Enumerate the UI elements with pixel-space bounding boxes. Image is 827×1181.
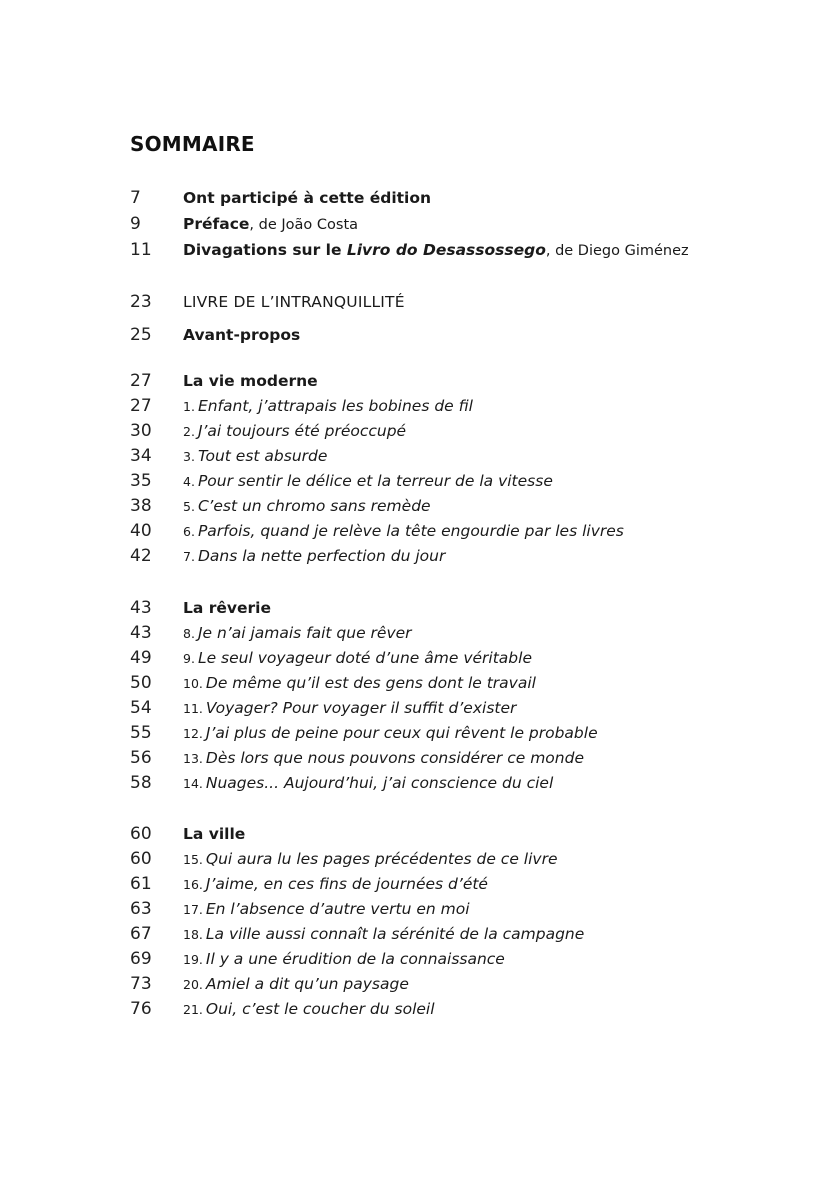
- page-number: 11: [130, 240, 152, 260]
- entry-number: 12.: [183, 726, 203, 741]
- section-title: La vie moderne: [183, 372, 318, 390]
- page-number: 27: [130, 371, 152, 391]
- entry-number: 11.: [183, 701, 203, 716]
- entry-title: Divagations sur le: [183, 241, 347, 259]
- page-number: 54: [130, 698, 152, 718]
- page-number: 69: [130, 949, 152, 969]
- entry-title: Tout est absurde: [197, 447, 328, 465]
- entry-number: 14.: [183, 776, 203, 791]
- page-number: 58: [130, 773, 152, 793]
- entry-number: 13.: [183, 751, 203, 766]
- entry-number: 10.: [183, 676, 203, 691]
- entry-number: 21.: [183, 1002, 203, 1017]
- page-number: 42: [130, 546, 152, 566]
- page-number: 25: [130, 325, 152, 345]
- entry-title: J’ai plus de peine pour ceux qui rêvent le probable: [205, 724, 598, 742]
- page-title: SOMMAIRE: [130, 132, 255, 156]
- entry-title: Dès lors que nous pouvons considérer ce monde: [205, 749, 584, 767]
- page-number: 63: [130, 899, 152, 919]
- page-number: 60: [130, 824, 152, 844]
- entry-title: J’ai toujours été préoccupé: [197, 422, 407, 440]
- page-number: 67: [130, 924, 152, 944]
- entry-title: Qui aura lu les pages précédentes de ce livre: [205, 850, 558, 868]
- page-number: 49: [130, 648, 152, 668]
- entry-title: Il y a une érudition de la connaissance: [205, 950, 505, 968]
- entry-number: 16.: [183, 877, 203, 892]
- entry-number: 15.: [183, 852, 203, 867]
- entry-title: Voyager? Pour voyager il suffit d’exister: [205, 699, 517, 717]
- entry-title: Pour sentir le délice et la terreur de la vitesse: [197, 472, 553, 490]
- page-number: 60: [130, 849, 152, 869]
- entry-title: Enfant, j’attrapais les bobines de fil: [197, 397, 473, 415]
- page-number: 50: [130, 673, 152, 693]
- section-title: La ville: [183, 825, 246, 843]
- entry-title: De même qu’il est des gens dont le travail: [205, 674, 536, 692]
- section-title: La rêverie: [183, 599, 271, 617]
- entry-title: Le seul voyageur doté d’une âme véritable: [197, 649, 532, 667]
- entry-number: 1.: [183, 399, 195, 414]
- page-number: 9: [130, 214, 141, 234]
- page-number: 38: [130, 496, 152, 516]
- entry-title: Oui, c’est le coucher du soleil: [205, 1000, 435, 1018]
- entry-title: Nuages... Aujourd’hui, j’ai conscience du ciel: [205, 774, 554, 792]
- page-number: 7: [130, 188, 141, 208]
- entry-title: Avant-propos: [183, 326, 301, 344]
- page-number: 55: [130, 723, 152, 743]
- entry-author: , de Diego Giménez: [545, 243, 689, 259]
- entry-title: Parfois, quand je relève la tête engourdie par les livres: [197, 522, 624, 540]
- entry-number: 4.: [183, 474, 195, 489]
- page-number: 35: [130, 471, 152, 491]
- entry-title: Ont participé à cette édition: [183, 189, 432, 207]
- entry-number: 2.: [183, 424, 195, 439]
- entry-number: 5.: [183, 499, 195, 514]
- page-number: 56: [130, 748, 152, 768]
- page-number: 23: [130, 292, 152, 312]
- page-number: 73: [130, 974, 152, 994]
- entry-title: Dans la nette perfection du jour: [197, 547, 446, 565]
- entry-title-italic: Livro do Desassossego: [346, 241, 546, 259]
- entry-number: 7.: [183, 549, 195, 564]
- page-number: 40: [130, 521, 152, 541]
- entry-number: 18.: [183, 927, 203, 942]
- entry-title: La ville aussi connaît la sérénité de la campagne: [205, 925, 585, 943]
- entry-author: , de João Costa: [249, 217, 359, 233]
- page-number: 43: [130, 623, 152, 643]
- page-number: 61: [130, 874, 152, 894]
- entry-number: 8.: [183, 626, 195, 641]
- entry-number: 3.: [183, 449, 195, 464]
- entry-number: 20.: [183, 977, 203, 992]
- entry-title: C’est un chromo sans remède: [197, 497, 431, 515]
- page-number: 43: [130, 598, 152, 618]
- entry-title: Amiel a dit qu’un paysage: [205, 975, 409, 993]
- entry-number: 19.: [183, 952, 203, 967]
- page-number: 27: [130, 396, 152, 416]
- page-number: 76: [130, 999, 152, 1019]
- entry-title: J’aime, en ces fins de journées d’été: [205, 875, 488, 893]
- entry-title: En l’absence d’autre vertu en moi: [205, 900, 470, 918]
- entry-title: Préface: [183, 215, 250, 233]
- book-title: LIVRE DE L’INTRANQUILLITÉ: [183, 293, 405, 311]
- page-number: 34: [130, 446, 152, 466]
- page-number: 30: [130, 421, 152, 441]
- entry-number: 6.: [183, 524, 195, 539]
- entry-title: Je n’ai jamais fait que rêver: [197, 624, 412, 642]
- entry-number: 17.: [183, 902, 203, 917]
- entry-number: 9.: [183, 651, 195, 666]
